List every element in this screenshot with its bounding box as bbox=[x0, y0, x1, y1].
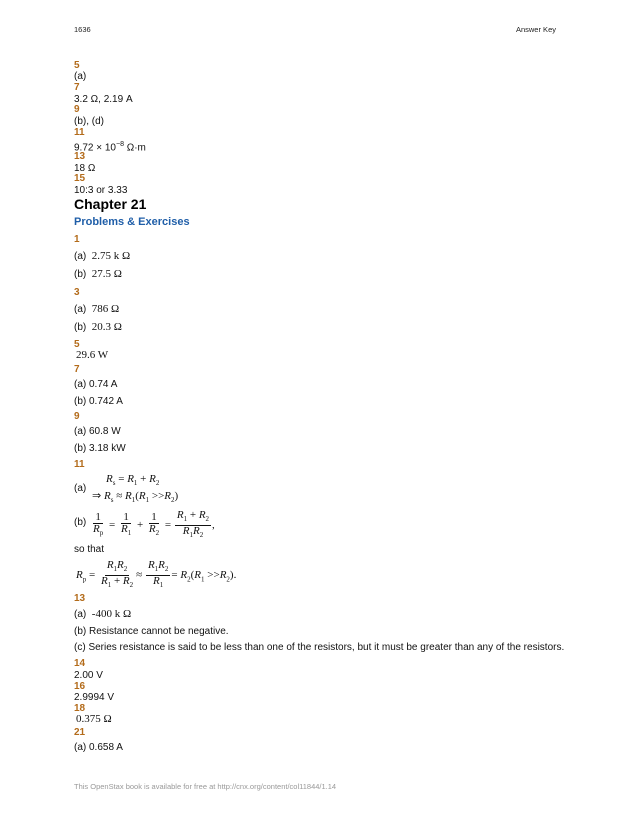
answer-line: (b) 0.742 A bbox=[74, 396, 123, 407]
equation-series: $R_s = R_1 + R_2$ bbox=[106, 473, 160, 488]
running-header: Answer Key bbox=[515, 25, 556, 34]
chapter-title: Chapter 21 bbox=[74, 196, 147, 212]
equation-approx: ⇒ $R_s \approx R_1(R_1 >>R_2)$ bbox=[92, 490, 179, 505]
answer-line: (b) 20.3 Ω bbox=[74, 321, 122, 333]
answer-text: (a) bbox=[74, 71, 87, 82]
answer-text: 10:3 or 3.33 bbox=[74, 185, 128, 196]
answer-line: (b) 3.18 kW bbox=[74, 443, 126, 454]
answer-text: $9.72 \times 10^{-8}$ Ω·m bbox=[74, 141, 146, 154]
problem-number: 1 bbox=[74, 234, 80, 245]
problem-number: 7 bbox=[74, 82, 80, 93]
problem-number: 13 bbox=[74, 593, 86, 604]
equation-parallel: $\frac{1}{R_p}$ = $\frac{1}{R_1}$ + $\frac{1}{R_2}$ = $\frac{R_1 + R_2}{R_1R_2}$ , bbox=[93, 509, 215, 540]
problem-number: 18 bbox=[74, 703, 86, 714]
answer-text: 18 Ω bbox=[74, 163, 96, 174]
answer-line: (a) 2.75 k Ω bbox=[74, 250, 131, 262]
answer-label: (a) bbox=[74, 483, 87, 494]
problem-number: 15 bbox=[74, 173, 86, 184]
answer-line: (a) 60.8 W bbox=[74, 426, 121, 437]
problem-number: 3 bbox=[74, 287, 80, 298]
problem-number: 21 bbox=[74, 727, 86, 738]
problem-number: 9 bbox=[74, 104, 80, 115]
answer-text: 0.375 Ω bbox=[76, 713, 112, 725]
answer-text: (b), (d) bbox=[74, 116, 104, 127]
answer-line: (a) -400 k Ω bbox=[74, 608, 132, 620]
problem-number: 7 bbox=[74, 364, 80, 375]
problem-number: 11 bbox=[74, 127, 85, 138]
problem-number: 9 bbox=[74, 411, 80, 422]
answer-line: (a) 0.74 A bbox=[74, 379, 118, 390]
section-title: Problems & Exercises bbox=[74, 216, 190, 228]
answer-line: 29.6 W bbox=[76, 349, 109, 361]
page-number: 1636 bbox=[74, 25, 91, 34]
answer-line: (b) Resistance cannot be negative. bbox=[74, 626, 229, 637]
problem-number: 16 bbox=[74, 681, 86, 692]
problem-number: 13 bbox=[74, 151, 86, 162]
answer-line: (c) Series resistance is said to be less than one of the resistors, but it must be greater than any of the resistors. bbox=[74, 642, 565, 653]
problem-number: 5 bbox=[74, 60, 80, 71]
answer-label: (b) bbox=[74, 517, 87, 528]
answer-line: (a) 0.658 A bbox=[74, 742, 123, 753]
answer-line: (b) 27.5 Ω bbox=[74, 268, 122, 280]
equation-rp: $R_p$ = $\frac{R_1R_2}{R_1 + R_2}$ ≈ $\frac{R_1R_2}{R_1}$ = $R_2(R_1 >>R_2)$. bbox=[76, 559, 237, 590]
problem-number: 5 bbox=[74, 339, 80, 350]
answer-text: 2.00 V bbox=[74, 670, 103, 681]
answer-line: (a) 786 Ω bbox=[74, 303, 120, 315]
answer-text: 3.2 Ω, 2.19 A bbox=[74, 94, 133, 105]
text-so-that: so that bbox=[74, 544, 105, 555]
answer-text: 2.9994 V bbox=[74, 692, 115, 703]
problem-number: 14 bbox=[74, 658, 86, 669]
problem-number: 11 bbox=[74, 459, 85, 470]
footer-note: This OpenStax book is available for free at http://cnx.org/content/col11844/1.14 bbox=[74, 782, 337, 791]
